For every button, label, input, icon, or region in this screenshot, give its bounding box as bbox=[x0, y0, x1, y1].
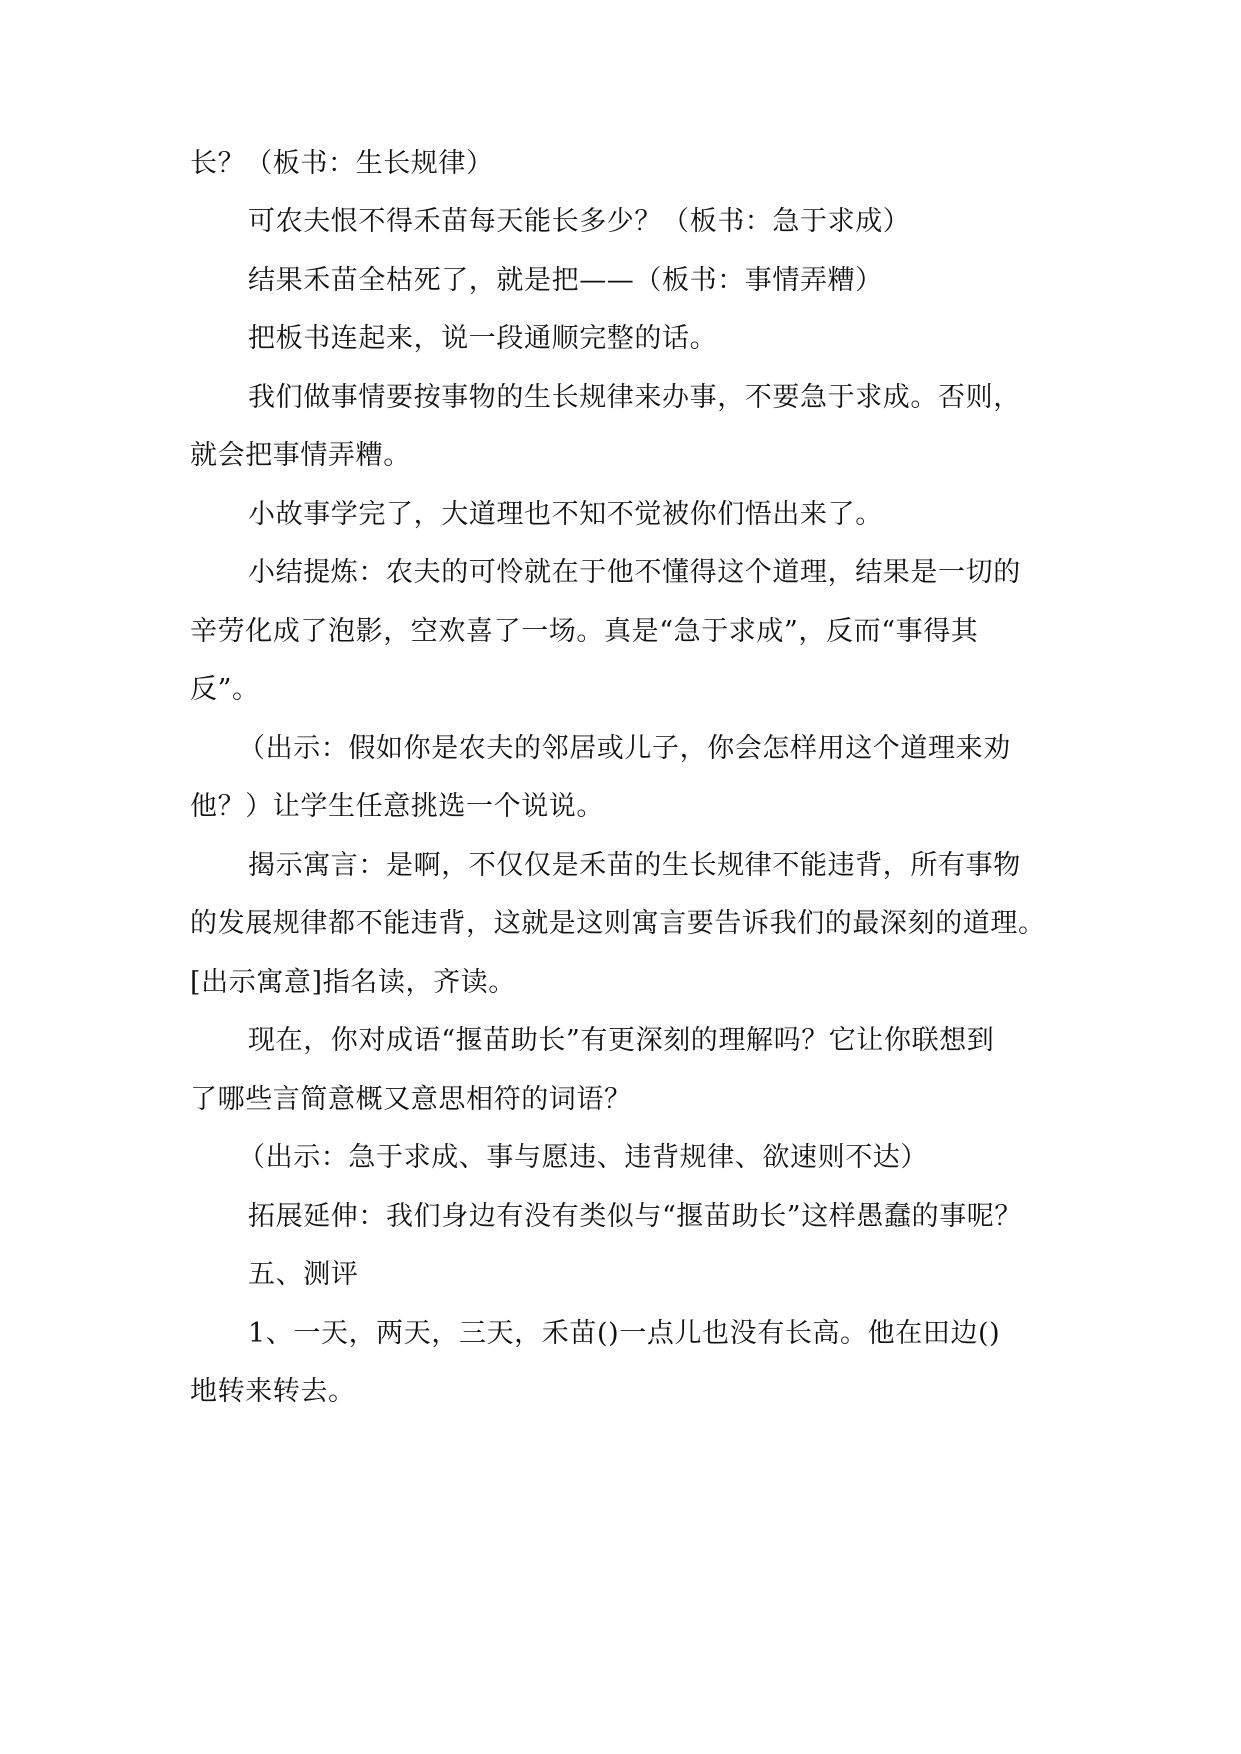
section-heading-assessment: 五、测评 bbox=[248, 1259, 359, 1290]
text-line-2: 可农夫恨不得禾苗每天能长多少？（板书：急于求成） bbox=[248, 206, 911, 237]
text-line-9: 辛劳化成了泡影，空欢喜了一场。真是“急于求成”，反而“事得其 bbox=[190, 616, 979, 647]
text-line-6: 就会把事情弄糟。 bbox=[190, 440, 411, 471]
text-line-10: 反”。 bbox=[190, 674, 260, 705]
text-line-8: 小结提炼：农夫的可怜就在于他不懂得这个道理，结果是一切的 bbox=[248, 557, 1021, 588]
text-line-4: 把板书连起来，说一段通顺完整的话。 bbox=[248, 323, 718, 354]
text-line-13: 揭示寓言：是啊，不仅仅是禾苗的生长规律不能违背，所有事物 bbox=[248, 850, 1021, 881]
text-line-7: 小故事学完了，大道理也不知不觉被你们悟出来了。 bbox=[248, 499, 883, 530]
text-line-16: 现在，你对成语“揠苗助长”有更深刻的理解吗？它让你联想到 bbox=[248, 1025, 995, 1056]
text-line-17: 了哪些言简意概又意思相符的词语？ bbox=[190, 1084, 632, 1115]
text-line-3: 结果禾苗全枯死了，就是把——（板书：事情弄糟） bbox=[248, 265, 883, 296]
text-line-15: [出示寓意]指名读，齐读。 bbox=[190, 967, 516, 998]
text-line-14: 的发展规律都不能违背，这就是这则寓言要告诉我们的最深刻的道理。 bbox=[190, 908, 1046, 939]
text-line-18: （出示：急于求成、事与愿违、违背规律、欲速则不达） bbox=[238, 1142, 928, 1173]
text-line-19: 拓展延伸：我们身边有没有类似与“揠苗助长”这样愚蠢的事呢？ bbox=[248, 1201, 1023, 1232]
text-line-11: （出示：假如你是农夫的邻居或儿子，你会怎样用这个道理来劝 bbox=[238, 733, 1011, 764]
text-line-12: 他？）让学生任意挑选一个说说。 bbox=[190, 791, 604, 822]
text-line-1: 长？（板书：生长规律） bbox=[190, 148, 494, 179]
text-line-5: 我们做事情要按事物的生长规律来办事，不要急于求成。否则， bbox=[248, 382, 1021, 413]
text-line-21: 1、一天，两天，三天，禾苗()一点儿也没有长高。他在田边() bbox=[248, 1318, 1001, 1349]
text-line-22: 地转来转去。 bbox=[190, 1376, 356, 1407]
